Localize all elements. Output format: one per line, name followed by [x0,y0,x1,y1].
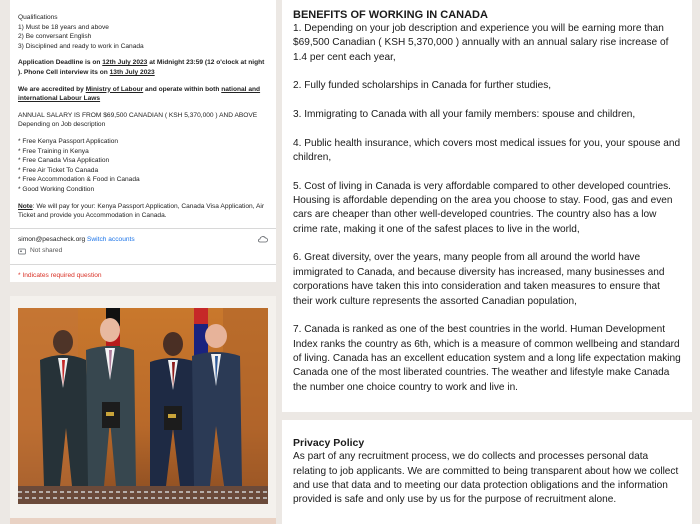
qualification-item: 2) Be conversant English [18,33,92,41]
account-shared-icon [18,248,26,255]
benefit-item: 1. Depending on your job description and experience you will be earning more than $69,500 Canadian ( KSH 5,370,000 ) annually with an annual salary rise increase of 1.4 per cent each year, [293,23,669,63]
not-shared-label: Not shared [30,247,63,255]
form-screenshot-panel [10,0,276,282]
not-shared-row [18,246,268,256]
note-text: Note: We will pay for your: Kenya Passport Application, Canada Visa Application, Air Ticket and provide you Accommodation in Canada. [18,202,265,220]
panel-strip [10,518,276,524]
benefits-title: BENEFITS OF WORKING IN CANADA [293,9,488,21]
qualification-item: 3) Disciplined and ready to work in Canada [18,42,144,50]
divider [10,228,276,229]
perk-item: * Free Air Ticket To Canada [18,166,99,174]
benefits-card [282,0,692,412]
qualification-item: 1) Must be 18 years and above [18,23,109,31]
benefit-item: 7. Canada is ranked as one of the best countries in the world. Human Development Index ranks the country as 6th, which is a measure of common wellbeing and standard of living. Canada has an excellent education system and a long life expectation making Canada one of the most liberated countries. The weather and lifestyle make Canada the number one choice country to work and live in. [293,324,681,393]
group-photo [18,308,268,504]
perk-item: * Free Accommodation & Food in Canada [18,176,140,184]
switch-accounts-link[interactable]: Switch accounts [87,235,135,243]
account-email: simon@pesacheck.org [18,235,86,243]
qualifications-title: Qualifications [18,14,58,21]
benefit-item: 3. Immigrating to Canada with all your family members: spouse and children, [293,109,636,120]
salary-text: ANNUAL SALARY IS FROM $69,500 CANADIAN ( KSH 5,370,000 ) AND ABOVE Depending on Job description [18,111,258,129]
privacy-card [282,420,692,524]
privacy-text: As part of any recruitment process, we do collects and processes personal data relating to job applicants. We are committed to being transparent about how we collect and use that data and to meeting our data protection obligations and the information provided is safe and only use by us for the purpose of recruitment alone. [293,451,679,506]
deadline-text: Application Deadline is on 12th July 2023 at Midnight 23:59 (12 o'clock at night ). Phone Cell interview its on 13th July 2023 [18,59,265,76]
accreditation-text: We are accredited by Ministry of Labour and operate within both national and international Labour Laws [18,85,261,103]
perk-item: * Good Working Condition [18,185,95,193]
photo-frame [10,296,276,518]
perk-item: * Free Canada Visa Application [18,157,110,165]
perk-item: * Free Kenya Passport Application [18,137,119,145]
perk-item: * Free Training in Kenya [18,147,89,155]
required-note: * Indicates required question [18,271,102,279]
benefit-item: 5. Cost of living in Canada is very affordable compared to other developed countries. Housing is affordable depending on the area you choose to stay. Food, gas and even cars are cheaper than other well-developed countries. The country also has a low crime rate, making it one of the safest places to live in the world, [293,180,673,235]
deadline-date: 12th July 2023 [102,59,148,67]
privacy-title: Privacy Policy [293,437,365,449]
cloud-icon [257,235,268,243]
interview-date: 13th July 2023 [109,68,155,76]
benefit-item: 4. Public health insurance, which covers most medical issues for you, your spouse and children, [293,137,681,163]
account-row [18,235,268,245]
benefit-item: 6. Great diversity, over the years, many people from all around the world have immigrated to Canada, and because diversity has increased, many businesses and corporations have taken this into consideration and taken measures to ensure that their work culture represents the assorted Canadian population, [293,252,665,307]
benefit-item: 2. Fully funded scholarships in Canada for further studies, [293,80,552,92]
divider [10,264,276,265]
